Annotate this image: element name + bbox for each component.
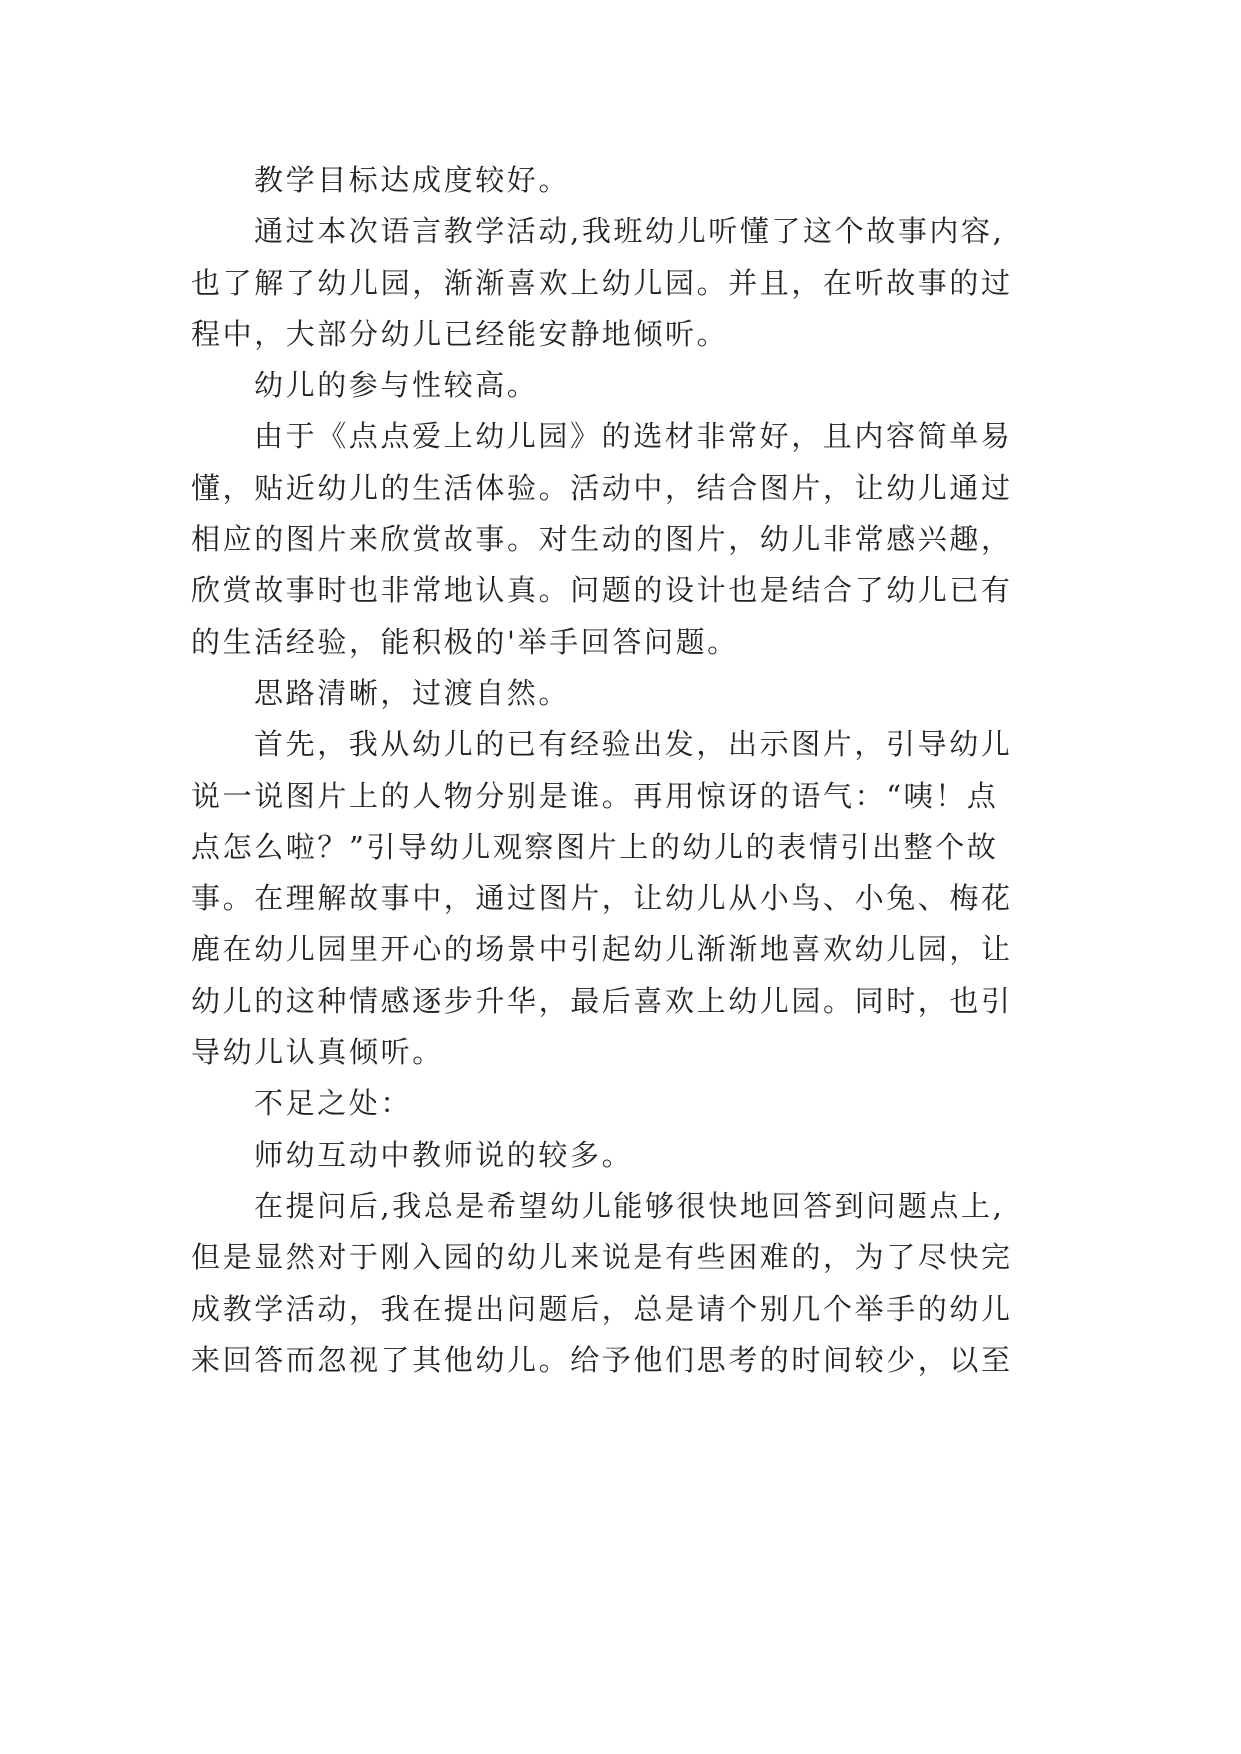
text-line: 的生活经验，能积极的'举手回答问题。 xyxy=(191,624,739,659)
text-line: 但是显然对于刚入园的幼儿来说是有些困难的，为了尽快完 xyxy=(191,1240,1013,1275)
text-line: 来回答而忽视了其他幼儿。给予他们思考的时间较少，以至 xyxy=(191,1342,1013,1377)
text-line: 点怎么啦？”引导幼儿观察图片上的幼儿的表情引出整个故 xyxy=(191,829,999,864)
text-line: 懂，贴近幼儿的生活体验。活动中，结合图片，让幼儿通过 xyxy=(191,470,1013,505)
text-line: 在提问后,我总是希望幼儿能够很快地回答到问题点上, xyxy=(254,1188,1005,1223)
text-line: 由于《点点爱上幼儿园》的选材非常好，且内容简单易 xyxy=(254,419,1013,454)
text-line: 也了解了幼儿园，渐渐喜欢上幼儿园。并且，在听故事的过 xyxy=(191,265,1013,300)
text-line: 首先，我从幼儿的已有经验出发，出示图片，引导幼儿 xyxy=(254,727,1013,762)
text-line: 幼儿的这种情感逐步升华，最后喜欢上幼儿园。同时，也引 xyxy=(191,983,1013,1018)
text-line: 不足之处： xyxy=(254,1086,413,1121)
text-line: 师幼互动中教师说的较多。 xyxy=(254,1137,634,1172)
text-line: 鹿在幼儿园里开心的场景中引起幼儿渐渐地喜欢幼儿园，让 xyxy=(191,932,1013,967)
text-line: 导幼儿认真倾听。 xyxy=(191,1035,444,1070)
text-line: 幼儿的参与性较高。 xyxy=(254,368,539,403)
text-line: 成教学活动，我在提出问题后，总是请个别几个举手的幼儿 xyxy=(191,1291,1013,1326)
text-line: 通过本次语言教学活动,我班幼儿听懂了这个故事内容, xyxy=(254,214,1005,249)
text-line: 事。在理解故事中，通过图片，让幼儿从小鸟、小兔、梅花 xyxy=(191,881,1013,916)
text-line: 相应的图片来欣赏故事。对生动的图片，幼儿非常感兴趣， xyxy=(191,522,1013,557)
document-body xyxy=(191,155,1051,1386)
text-line: 思路清晰，过渡自然。 xyxy=(254,675,571,710)
text-line: 教学目标达成度较好。 xyxy=(254,163,571,197)
text-line: 程中，大部分幼儿已经能安静地倾听。 xyxy=(191,316,729,351)
text-line: 说一说图片上的人物分别是谁。再用惊讶的语气：“咦！点 xyxy=(191,778,999,813)
text-line: 欣赏故事时也非常地认真。问题的设计也是结合了幼儿已有 xyxy=(191,573,1013,608)
